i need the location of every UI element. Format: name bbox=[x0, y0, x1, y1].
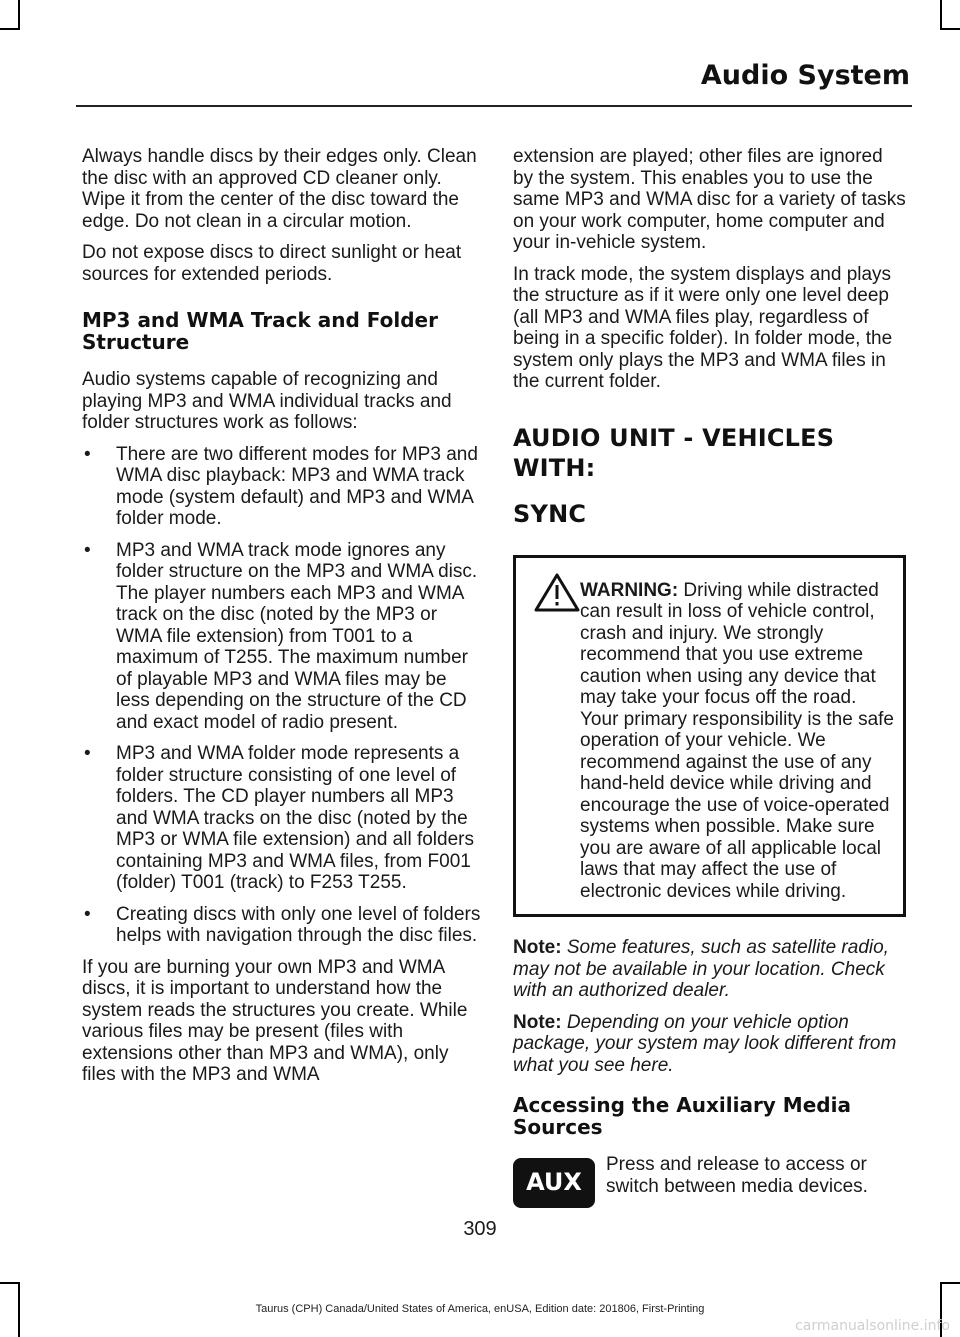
list-item bbox=[82, 540, 482, 734]
bullet-icon: • bbox=[84, 743, 91, 764]
list-item-text: MP3 and WMA track mode ignores any folder structure on the MP3 and WMA disc. The player numbers each MP3 and WMA track on the disc (noted by the MP3 or WMA file extension) from T001 to a maximum of T255. The maximum number of playable MP3 and WMA files may be less depending on the structure of the CD and exact model of radio present. bbox=[116, 539, 478, 733]
note bbox=[513, 937, 906, 1002]
list-item bbox=[82, 743, 482, 894]
left-column bbox=[82, 146, 482, 1096]
crop-mark bbox=[940, 0, 942, 30]
crop-mark bbox=[942, 1282, 960, 1284]
right-column bbox=[513, 146, 906, 1224]
list-item-text: There are two different modes for MP3 and WMA disc playback: MP3 and WMA track mode (system default) and MP3 and WMA folder mode. bbox=[116, 443, 478, 529]
note bbox=[513, 1012, 906, 1077]
note-text: Depending on your vehicle option package, your system may look different from what you see here. bbox=[513, 1011, 897, 1076]
warning-text bbox=[524, 580, 895, 903]
paragraph: If you are burning your own MP3 and WMA discs, it is important to understand how the system reads the structures you create. While various files may be present (files with extensions other than MP3 and WMA), only files with the MP3 and WMA bbox=[82, 956, 468, 1085]
warning-box bbox=[513, 555, 906, 918]
paragraph: In track mode, the system displays and plays the structure as if it were only one level deep (all MP3 and WMA files play, regardless of being in a specific folder). In folder mode, the system only plays the MP3 and WMA files in the current folder. bbox=[513, 263, 893, 392]
note-label: Note: bbox=[513, 937, 562, 958]
bullet-icon: • bbox=[84, 903, 91, 925]
footer-edition-text: Taurus (CPH) Canada/United States of America, enUSA, Edition date: 201806, First-Printing bbox=[255, 1303, 705, 1315]
aux-button-icon: AUX bbox=[513, 1158, 595, 1208]
crop-mark bbox=[942, 28, 960, 30]
list-item-text: MP3 and WMA folder mode represents a folder structure consisting of one level of folders. The CD player numbers all MP3 and WMA tracks on the disc (noted by the MP3 or WMA file extension) and all folders containing MP3 and WMA files, from F001 (folder) T001 (track) to F253 T255. bbox=[116, 743, 474, 893]
section-heading: Accessing the Auxiliary Media Sources bbox=[513, 1093, 851, 1139]
crop-mark bbox=[0, 1282, 18, 1284]
section-heading: MP3 and WMA Track and Folder Structure bbox=[82, 308, 438, 354]
note-text: Some features, such as satellite radio, may not be available in your location. Check with an authorized dealer. bbox=[513, 937, 889, 1001]
watermark: carmanualsonline.info bbox=[795, 1318, 950, 1334]
paragraph: Audio systems capable of recognizing and playing MP3 and WMA individual tracks and folder structures work as follows: bbox=[82, 369, 452, 433]
crop-mark bbox=[0, 28, 18, 30]
list-item-text: Creating discs with only one level of folders helps with navigation through the disc files. bbox=[116, 903, 481, 946]
chapter-heading bbox=[513, 423, 906, 529]
crop-mark bbox=[18, 0, 20, 30]
paragraph: Always handle discs by their edges only. Clean the disc with an approved CD cleaner only. Wipe it from the center of the disc toward the edge. Do not clean in a circular motion. bbox=[82, 146, 477, 232]
page-header-title: Audio System bbox=[700, 60, 910, 91]
header-divider bbox=[76, 105, 912, 107]
aux-instruction-text: Press and release to access or switch between media devices. bbox=[606, 1154, 868, 1197]
bullet-icon: • bbox=[84, 443, 91, 465]
bullet-list bbox=[82, 444, 482, 947]
chapter-heading-line: SYNC bbox=[513, 499, 587, 528]
page-number: 309 bbox=[463, 1218, 497, 1240]
warning-body: Driving while distracted can result in loss of vehicle control, crash and injury. We strongly recommend that you use extreme caution when using any device that may take your focus off the road. Your primary responsibility is the safe operation of your vehicle. We recommend against the use of any hand-held device while driving and encourage the use of voice-operated systems when possible. Make sure you are aware of all applicable local laws that may affect the use of electronic devices while driving. bbox=[580, 579, 894, 902]
aux-instruction bbox=[513, 1154, 906, 1224]
note-label: Note: bbox=[513, 1011, 562, 1033]
paragraph: extension are played; other files are ignored by the system. This enables you to use the same MP3 and WMA disc for a variety of tasks on your work computer, home computer and your in-vehicle system. bbox=[513, 146, 906, 253]
paragraph: Do not expose discs to direct sunlight or heat sources for extended periods. bbox=[82, 242, 462, 285]
bullet-icon: • bbox=[84, 539, 91, 561]
warning-triangle-icon bbox=[534, 572, 580, 612]
chapter-heading-line: AUDIO UNIT - VEHICLES WITH: bbox=[513, 423, 835, 482]
list-item bbox=[82, 444, 482, 530]
warning-label: WARNING: bbox=[580, 579, 679, 601]
list-item bbox=[82, 904, 482, 947]
